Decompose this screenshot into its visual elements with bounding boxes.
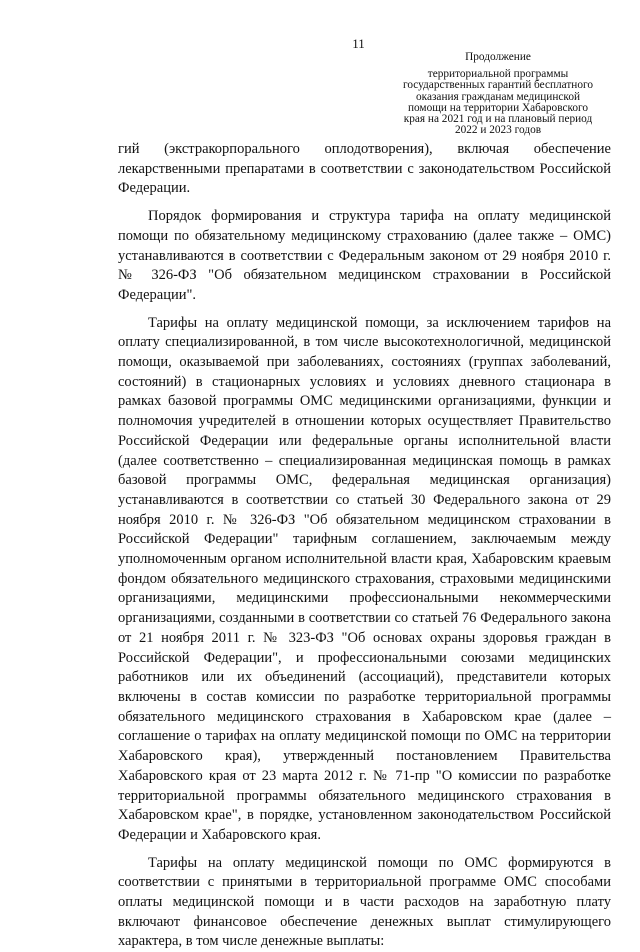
header-line: территориальной программы	[427, 68, 569, 81]
header-line: помощи на территории Хабаровского	[407, 101, 589, 114]
document-header	[378, 52, 618, 136]
header-line: государственных гарантий бесплатного	[402, 79, 594, 92]
paragraph: Порядок формирования и структура тарифа на оплату медицинской помощи по обязательному медицинскому страхованию (далее также – ОМС) устанавливаются в соответствии с Федеральным законом от 29 ноября 2010 г. № 326-ФЗ "Об обязательном медицинском страховании в Российской Федерации".	[118, 208, 611, 303]
document-body	[118, 140, 611, 952]
page-number: 11	[352, 36, 365, 51]
header-line: края на 2021 год и на плановый период	[403, 113, 593, 126]
paragraph: Тарифы на оплату медицинской помощи по ОМС формируются в соответствии с принятыми в территориальной программе ОМС способами оплаты медицинской помощи и в части расходов на заработную плату включают финансовое обеспечение денежных выплат стимулирующего характера, в том числе денежные выплаты:	[118, 854, 611, 950]
continuation-label: Продолжение	[465, 51, 531, 63]
paragraph: Тарифы на оплату медицинской помощи, за исключением тарифов на оплату специализированной, в том числе высокотехнологичной, медицинской помощи, оказываемой при заболеваниях, состояниях (группах заболеваний, состояний) в стационарных условиях и условиях дневного стационара в рамках базовой программы ОМС медицинскими организациями, функции и полномочия учредителей в отношении которых осуществляет Правительство Российской Федерации или федеральные органы исполнительной власти (далее соответственно – специализированная медицинская помощь в рамках базовой программы ОМС, федеральная медицинская организация) устанавливаются в соответствии со статьей 30 Федерального закона от 29 ноября 2010 г. № 326-ФЗ "Об обязательном медицинском страховании в Российской Федерации" тарифным соглашением, заключаемым между уполномоченным органом исполнительной власти края, Хабаровским краевым фондом обязательного медицинского страхования, страховыми медицинскими организациями, медицинскими профессиональными некоммерческими организациями, созданными в соответствии со статьей 76 Федерального закона от 21 ноября 2011 г. № 323-ФЗ "Об основах охраны здоровья граждан в Российской Федерации", и профессиональными союзами медицинских работников или их объединений (ассоциаций), представители которых включены в состав комиссии по разработке территориальной программы обязательного медицинского страхования в Хабаровском крае (далее – соглашение о тарифах на оплату медицинской помощи по ОМС на территории Хабаровского края), утвержденный постановлением Правительства Хабаровского края от 23 марта 2012 г. № 71-пр "О комиссии по разработке территориальной программы обязательного медицинского страхования в Хабаровском крае", в порядке, установленном законодательством Российской Федерации и Хабаровского края.	[118, 314, 611, 843]
header-line: 2022 и 2023 годов	[454, 124, 542, 137]
header-line: оказания гражданам медицинской	[415, 90, 581, 103]
paragraph: гий (экстракорпорального оплодотворения), включая обеспечение лекарственными препаратами в соответствии с законодательством Российской Федерации.	[118, 141, 611, 197]
